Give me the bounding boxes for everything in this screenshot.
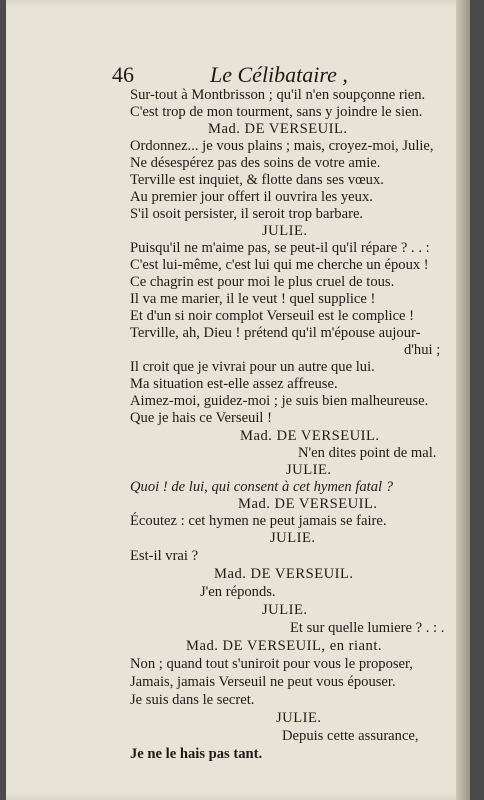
speaker-name: Mad. DE VERSEUIL, en riant. (186, 638, 383, 654)
verse-line: d'hui ; (404, 342, 441, 358)
verse-line: C'est trop de mon tourment, sans y joindre le sien. (130, 104, 423, 120)
verse-line: Au premier jour offert il ouvrira les yeux. (130, 189, 373, 205)
verse-line: Et sur quelle lumiere ? . : . (290, 620, 445, 636)
verse-line: Je ne le hais pas tant. (130, 746, 263, 762)
verse-line: J'en réponds. (200, 584, 276, 600)
verse-line: Ce chagrin est pour moi le plus cruel de tous. (130, 274, 395, 290)
verse-line: S'il osoit persister, il seroit trop barbare. (130, 206, 364, 222)
verse-line: Quoi ! de lui, qui consent à cet hymen fatal ? (130, 479, 394, 495)
verse-line: C'est lui-même, c'est lui qui me cherche un époux ! (130, 257, 429, 273)
speaker-name: JULIE. (276, 710, 322, 726)
verse-line: Et d'un si noir complot Verseuil est le complice ! (130, 308, 415, 324)
verse-line: Il va me marier, il le veut ! quel supplice ! (130, 291, 376, 307)
verse-line: Non ; quand tout s'uniroit pour vous le proposer, (130, 656, 413, 672)
verse-line: Que je hais ce Verseuil ! (130, 410, 272, 426)
verse-line: Aimez-moi, guidez-moi ; je suis bien malheureuse. (130, 393, 429, 409)
verse-line: Je suis dans le secret. (130, 692, 255, 708)
running-title: Le Célibataire , (210, 62, 348, 87)
verse-line: Depuis cette assurance, (282, 728, 419, 744)
speaker-name: JULIE. (270, 530, 316, 546)
verse-line: Il croit que je vivrai pour un autre que lui. (130, 359, 375, 375)
speaker-name: JULIE. (262, 602, 308, 618)
verse-line: Ne désespérez pas des soins de votre amie. (130, 155, 381, 171)
verse-line: Puisqu'il ne m'aime pas, se peut-il qu'il répare ? . . : (130, 240, 430, 256)
verse-line: Écoutez : cet hymen ne peut jamais se faire. (130, 513, 387, 529)
verse-line: Ordonnez... je vous plains ; mais, croyez-moi, Julie, (130, 138, 434, 154)
verse-line: Est-il vrai ? (130, 548, 199, 564)
page-number: 46 (112, 62, 134, 87)
speaker-name: Mad. DE VERSEUIL. (214, 566, 354, 582)
verse-line: Terville, ah, Dieu ! prétend qu'il m'épouse aujour- (130, 325, 421, 341)
speaker-name: Mad. DE VERSEUIL. (208, 121, 348, 137)
verse-line: Jamais, jamais Verseuil ne peut vous épouser. (130, 674, 396, 690)
speaker-name: Mad. DE VERSEUIL. (240, 428, 380, 444)
speaker-name: Mad. DE VERSEUIL. (238, 496, 378, 512)
speaker-name: JULIE. (286, 462, 332, 478)
verse-line: N'en dites point de mal. (298, 445, 437, 461)
speaker-name: JULIE. (262, 223, 308, 239)
verse-line: Sur-tout à Montbrisson ; qu'il n'en soupçonne rien. (130, 87, 426, 103)
verse-line: Terville est inquiet, & flotte dans ses vœux. (130, 172, 384, 188)
verse-line: Ma situation est-elle assez affreuse. (130, 376, 338, 392)
